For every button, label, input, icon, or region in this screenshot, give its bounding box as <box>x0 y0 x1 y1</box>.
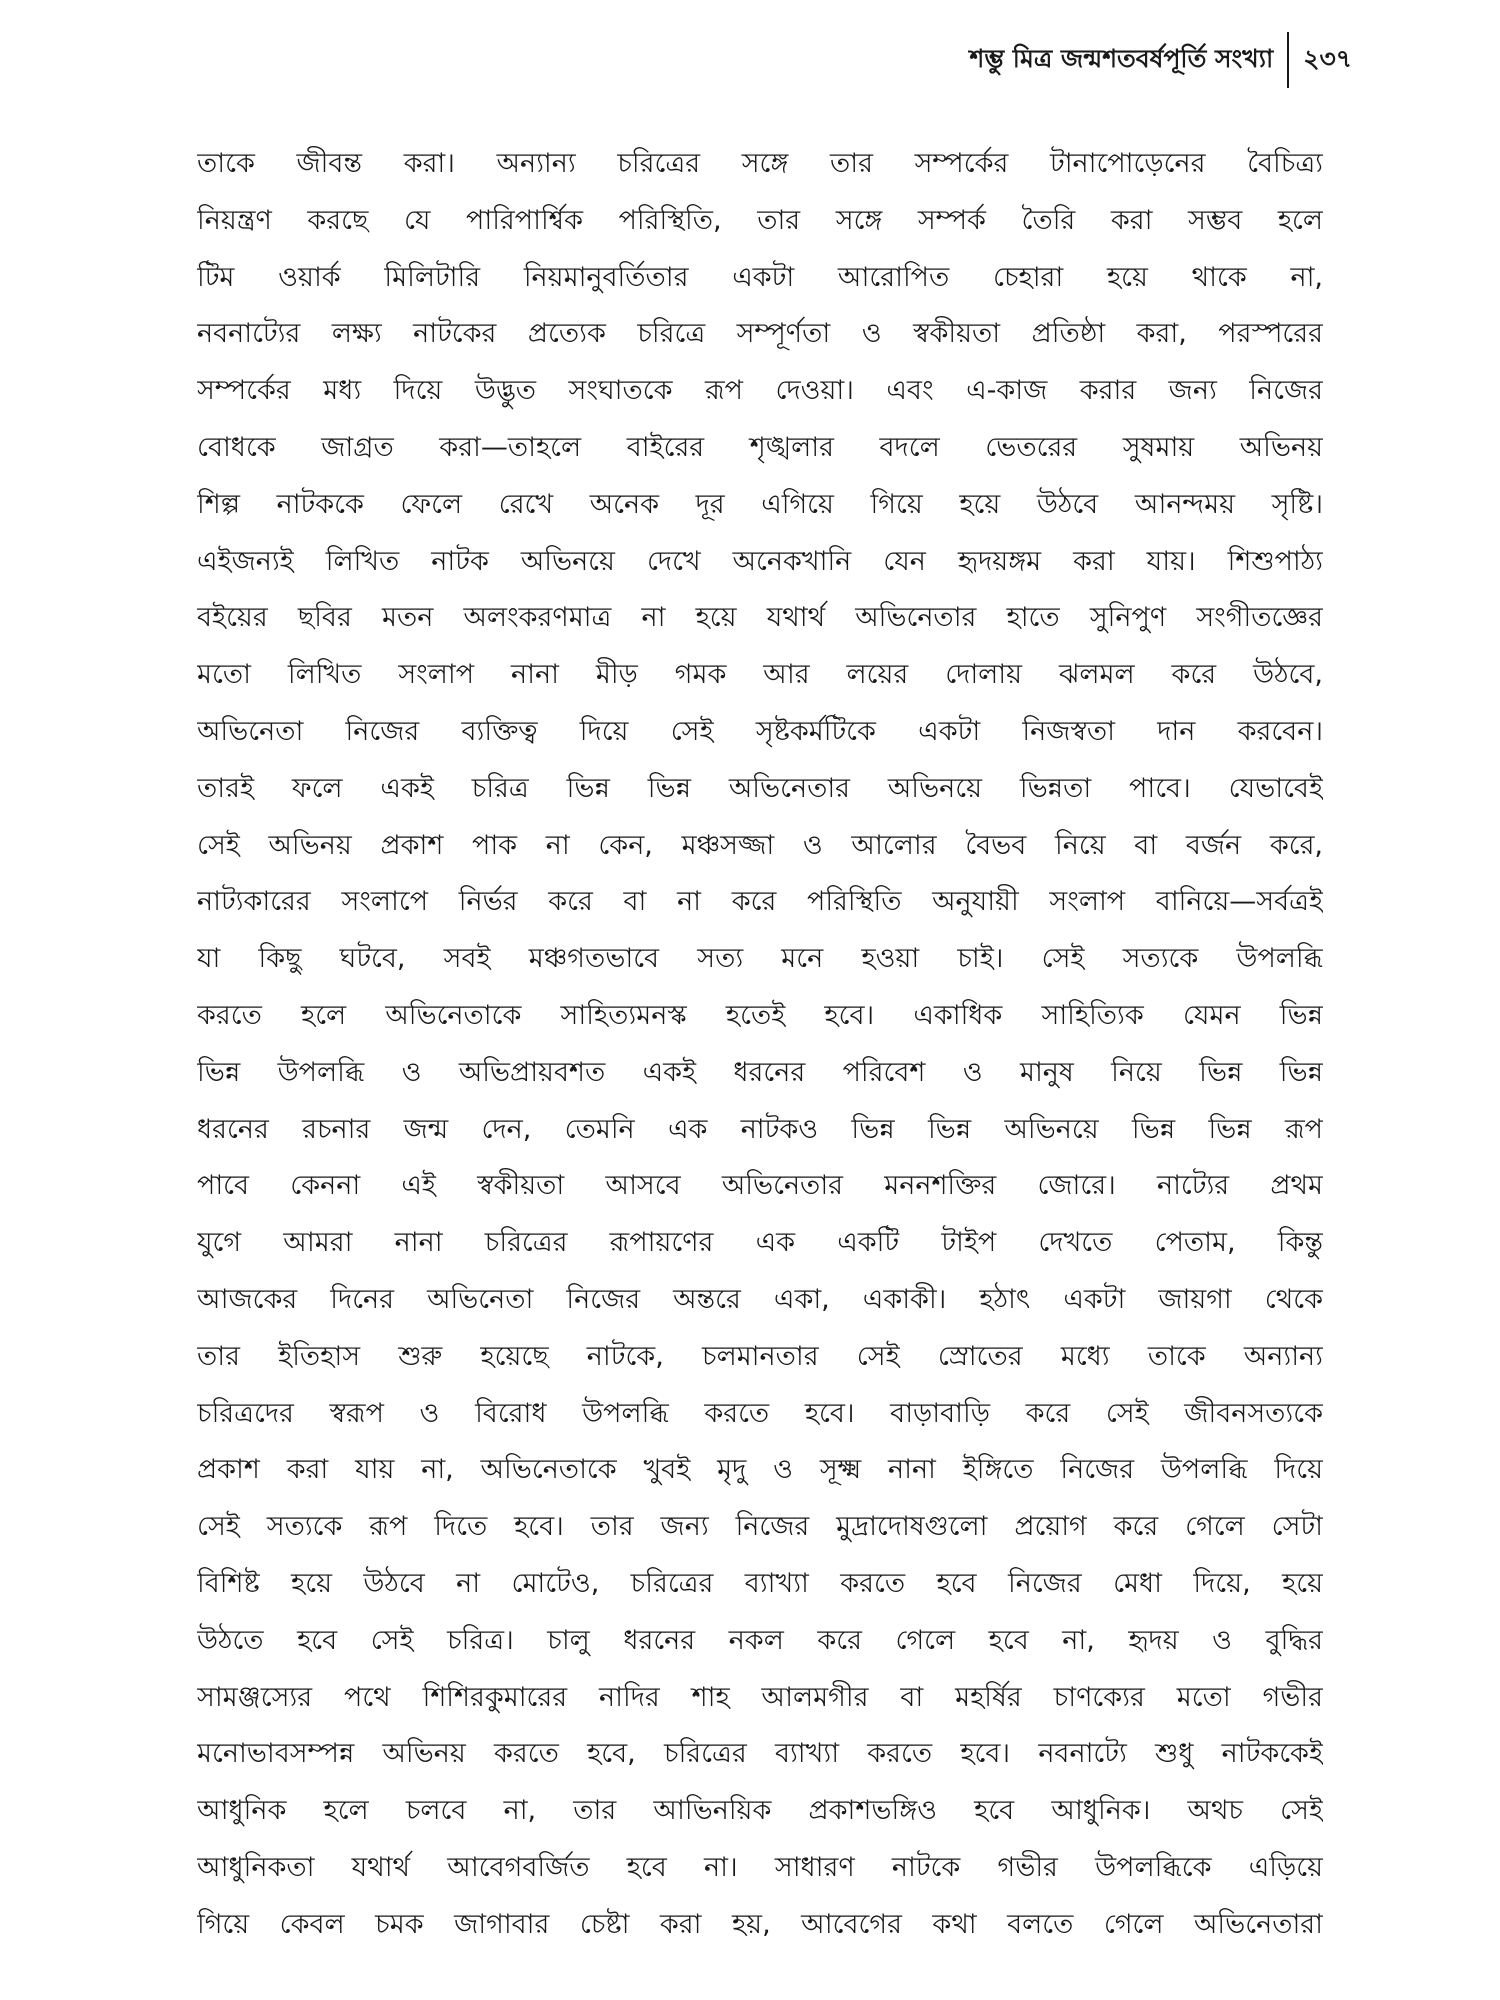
body-text <box>197 136 1323 1984</box>
text-line: প্রকাশ করা যায় না, অভিনেতাকে খুবই মৃদু ও সূক্ষ্ম নানা ইঙ্গিতে নিজের উপলব্ধি দিয়ে <box>197 1454 1323 1486</box>
text-line: চরিত্রদের স্বরূপ ও বিরোধ উপলব্ধি করতে হবে। বাড়াবাড়ি করে সেই জীবনসত্যকে <box>197 1397 1323 1429</box>
text-line: আধুনিক হলে চলবে না, তার আভিনয়িক প্রকাশভঙ্গিও হবে আধুনিক। অথচ সেই <box>197 1795 1323 1827</box>
text-line: করতে হলে অভিনেতাকে সাহিত্যমনস্ক হতেই হবে। একাধিক সাহিত্যিক যেমন ভিন্ন <box>197 999 1323 1031</box>
text-line: উঠতে হবে সেই চরিত্র। চালু ধরনের নকল করে গেলে হবে না, হৃদয় ও বুদ্ধির <box>197 1624 1323 1656</box>
text-line: যুগে আমরা নানা চরিত্রের রূপায়ণের এক একটি টাইপ দেখতে পেতাম, কিন্তু <box>197 1227 1323 1259</box>
text-line: টিম ওয়ার্ক মিলিটারি নিয়মানুবর্তিতার একটা আরোপিত চেহারা হয়ে থাকে না, <box>197 261 1323 293</box>
text-line: ভিন্ন উপলব্ধি ও অভিপ্রায়বশত একই ধরনের পরিবেশ ও মানুষ নিয়ে ভিন্ন ভিন্ন <box>197 1056 1323 1088</box>
text-line: মনোভাবসম্পন্ন অভিনয় করতে হবে, চরিত্রের ব্যাখ্যা করতে হবে। নবনাট্যে শুধু নাটককেই <box>197 1738 1323 1770</box>
text-line: তার ইতিহাস শুরু হয়েছে নাটকে, চলমানতার সেই স্রোতের মধ্যে তাকে অন্যান্য <box>197 1340 1323 1372</box>
text-line: শিল্প নাটককে ফেলে রেখে অনেক দূর এগিয়ে গিয়ে হয়ে উঠবে আনন্দময় সৃষ্টি। <box>197 488 1323 520</box>
text-line: অভিনেতা নিজের ব্যক্তিত্ব দিয়ে সেই সৃষ্টকর্মটিকে একটা নিজস্বতা দান করবেন। <box>197 715 1323 747</box>
text-line: সেই সত্যকে রূপ দিতে হবে। তার জন্য নিজের মুদ্রাদোষগুলো প্রয়োগ করে গেলে সেটা <box>197 1511 1323 1543</box>
text-line: আধুনিকতা যথার্থ আবেগবর্জিত হবে না। সাধারণ নাটকে গভীর উপলব্ধিকে এড়িয়ে <box>197 1851 1323 1883</box>
text-line: বইয়ের ছবির মতন অলংকরণমাত্র না হয়ে যথার্থ অভিনেতার হাতে সুনিপুণ সংগীতজ্ঞের <box>197 602 1323 634</box>
running-header <box>970 30 1352 90</box>
text-line: সম্পর্কের মধ্য দিয়ে উদ্ভুত সংঘাতকে রূপ দেওয়া। এবং এ-কাজ করার জন্য নিজের <box>197 375 1323 407</box>
text-line: ধরনের রচনার জন্ম দেন, তেমনি এক নাটকও ভিন্ন ভিন্ন অভিনয়ে ভিন্ন ভিন্ন রূপ <box>197 1113 1323 1145</box>
running-head-title: শম্ভু মিত্র জন্মশতবর্ষপূর্তি সংখ্যা <box>969 43 1274 73</box>
text-line: সেই অভিনয় প্রকাশ পাক না কেন, মঞ্চসজ্জা ও আলোর বৈভব নিয়ে বা বর্জন করে, <box>197 829 1323 861</box>
text-line: যা কিছু ঘটবে, সবই মঞ্চগতভাবে সত্য মনে হওয়া চাই। সেই সত্যকে উপলব্ধি <box>197 943 1323 975</box>
page-number: ২৩৭ <box>1303 43 1352 73</box>
text-line: নাট্যকারের সংলাপে নির্ভর করে বা না করে পরিস্থিতি অনুযায়ী সংলাপ বানিয়ে—সর্বত্রই <box>197 886 1323 918</box>
text-line: নিয়ন্ত্রণ করছে যে পারিপার্শ্বিক পরিস্থিতি, তার সঙ্গে সম্পর্ক তৈরি করা সম্ভব হলে <box>197 204 1323 236</box>
text-line: তাকে জীবন্ত করা। অন্যান্য চরিত্রের সঙ্গে তার সম্পর্কের টানাপোড়েনের বৈচিত্র্য <box>197 148 1323 179</box>
text-line: তারই ফলে একই চরিত্র ভিন্ন ভিন্ন অভিনেতার অভিনয়ে ভিন্নতা পাবে। যেভাবেই <box>197 772 1323 804</box>
text-line: সামঞ্জস্যের পথে শিশিরকুমারের নাদির শাহ আলমগীর বা মহর্ষির চাণক্যের মতো গভীর <box>197 1681 1323 1713</box>
text-line: বোধকে জাগ্রত করা—তাহলে বাইরের শৃঙ্খলার বদলে ভেতরের সুষমায় অভিনয় <box>197 431 1323 463</box>
text-line: গিয়ে কেবল চমক জাগাবার চেষ্টা করা হয়, আবেগের কথা বলতে গেলে অভিনেতারা <box>197 1908 1323 1940</box>
text-line: এইজন্যই লিখিত নাটক অভিনয়ে দেখে অনেকখানি যেন হৃদয়ঙ্গম করা যায়। শিশুপাঠ্য <box>197 545 1323 577</box>
text-line: বিশিষ্ট হয়ে উঠবে না মোটেও, চরিত্রের ব্যাখ্যা করতে হবে নিজের মেধা দিয়ে, হয়ে <box>197 1567 1323 1599</box>
text-line: নবনাট্যের লক্ষ্য নাটকের প্রত্যেক চরিত্রে সম্পূর্ণতা ও স্বকীয়তা প্রতিষ্ঠা করা, পরস্পরের <box>197 318 1323 350</box>
text-line: আজকের দিনের অভিনেতা নিজের অন্তরে একা, একাকী। হঠাৎ একটা জায়গা থেকে <box>197 1283 1323 1315</box>
text-line: মতো লিখিত সংলাপ নানা মীড় গমক আর লয়ের দোলায় ঝলমল করে উঠবে, <box>197 659 1323 691</box>
text-line: পাবে কেননা এই স্বকীয়তা আসবে অভিনেতার মননশক্তির জোরে। নাট্যের প্রথম <box>197 1170 1323 1202</box>
